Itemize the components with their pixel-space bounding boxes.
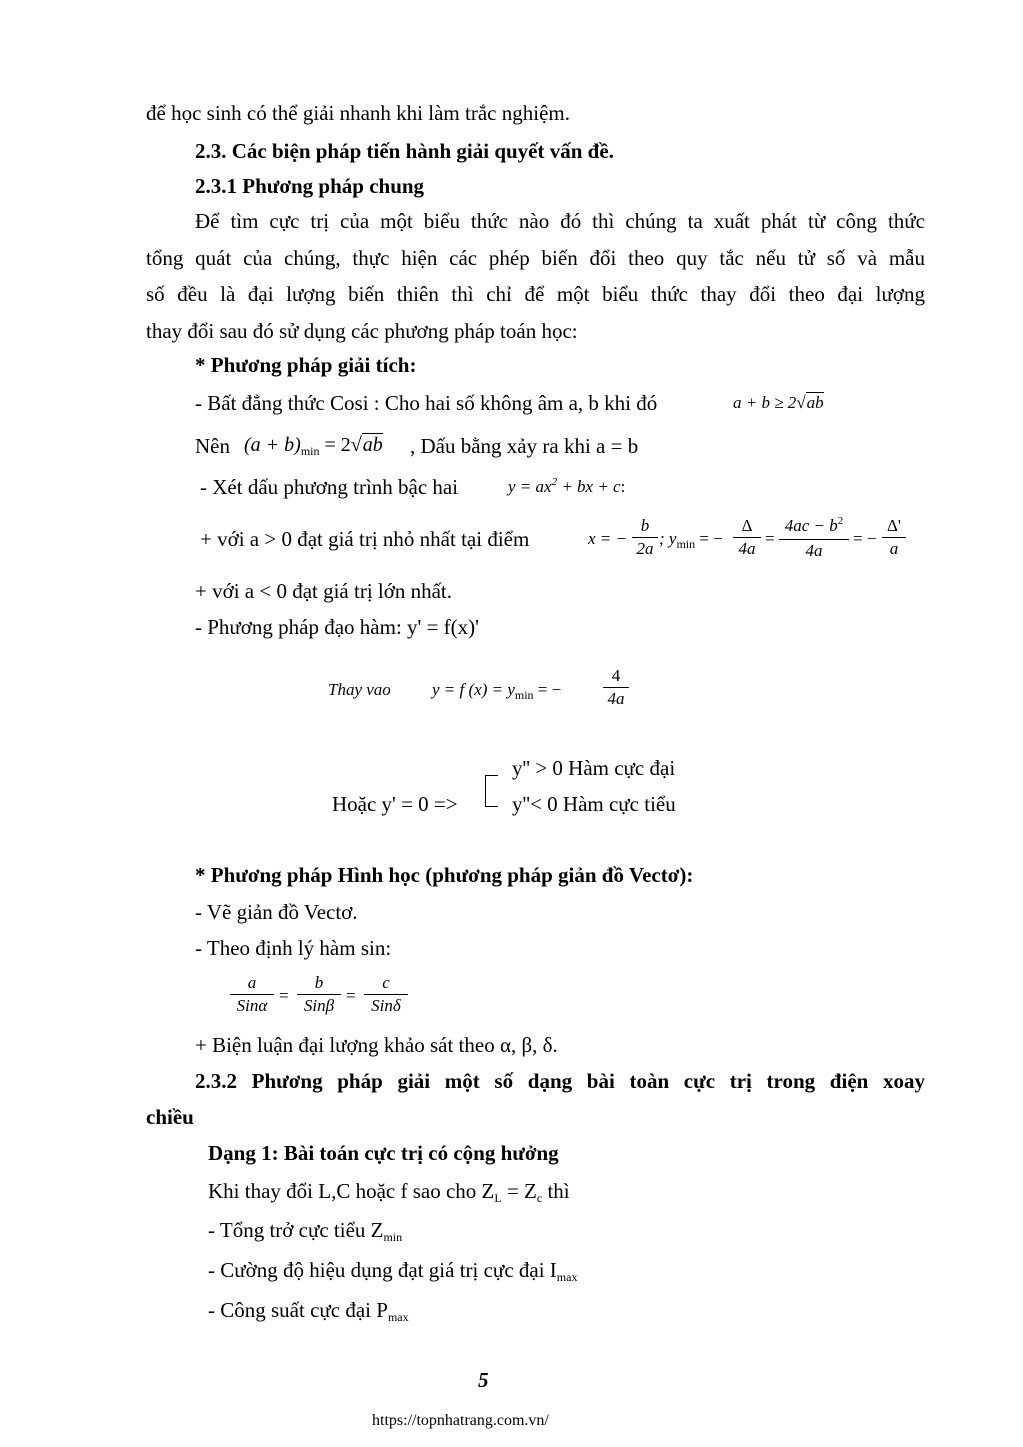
text-line: + với a > 0 đạt giá trị nhỏ nhất tại điểm: [200, 527, 530, 551]
text-line: + Biện luận đại lượng khảo sát theo α, β, δ.: [195, 1033, 558, 1057]
case-bracket: [485, 775, 498, 807]
text-line: - Bất đẳng thức Cosi : Cho hai số không âm a, b khi đó: [195, 391, 658, 415]
fraction-b-2a: b 2a: [632, 515, 658, 560]
footer-url[interactable]: https://topnhatrang.com.vn/: [372, 1412, 549, 1429]
fraction-b-sin: b Sinβ: [297, 972, 341, 1017]
heading-2-3-2: 2.3.2 Phương pháp giải một số dạng bài toàn cực trị trong điện xoay: [195, 1069, 925, 1093]
formula-quadratic: $y = ax^2$ + bx + c:: [508, 476, 626, 496]
paragraph-line: tổng quát của chúng, thực hiện các phép biến đổi theo quy tắc nếu tử số và mẫu: [146, 245, 925, 270]
text-line: - Công suất cực đại Pmax: [208, 1298, 409, 1324]
formula-ymin: ; $y_{min}$ = −: [659, 529, 723, 551]
text-line: - Vẽ giản đồ Vectơ.: [195, 900, 358, 924]
heading-2-3-1: 2.3.1 Phương pháp chung: [195, 174, 425, 198]
heading-2-3-2-cont: chiều: [146, 1105, 194, 1129]
formula-eq-minus: = −: [853, 529, 877, 548]
text-line: - Tổng trở cực tiểu Zmin: [208, 1218, 403, 1244]
fraction-4ac-b2: $4ac - b^2$ 4a: [779, 515, 849, 562]
fraction-a-sin: a Sinα: [230, 972, 274, 1017]
text-line: Nên: [195, 434, 230, 458]
fraction-deltap-a: Δ' a: [882, 515, 906, 560]
paragraph: [146, 203, 925, 349]
text-line: để học sinh có thể giải nhanh khi làm trắc nghiệm.: [146, 101, 570, 125]
fraction-4-4a: 4 4a: [603, 665, 629, 710]
formula-x-eq: x = −: [588, 529, 627, 548]
paragraph-line: thay đổi sau đó sử dụng các phương pháp toán học:: [146, 318, 578, 343]
heading-dang-1: Dạng 1: Bài toán cực trị có cộng hưởng: [208, 1141, 559, 1165]
paragraph-line: Để tìm cực trị của một biểu thức nào đó thì chúng ta xuất phát từ công thức: [195, 209, 925, 233]
heading-giai-tich: * Phương pháp giải tích:: [195, 353, 417, 377]
equals-sign: =: [279, 986, 289, 1005]
fraction-delta-4a: Δ 4a: [733, 515, 761, 560]
text-line: - Xét dấu phương trình bậc hai: [200, 475, 459, 499]
text-line: + với a < 0 đạt giá trị lớn nhất.: [195, 579, 453, 603]
text-line: Hoặc y' = 0 =>: [332, 792, 458, 816]
text-line: - Theo định lý hàm sin:: [195, 936, 392, 960]
formula-cosi: a + b ≥ 2√ab: [733, 393, 824, 412]
fraction-c-sin: c Sinδ: [364, 972, 408, 1017]
equals-sign: =: [765, 529, 775, 548]
page-number: 5: [478, 1368, 489, 1392]
text-thay-vao: Thay vao: [328, 680, 391, 699]
formula-nen: $(a + b)_{min} = 2√ab$: [244, 434, 383, 458]
text-line: - Cường độ hiệu dụng đạt giá trị cực đại Imax: [208, 1258, 578, 1284]
text-line: - Phương pháp đạo hàm: y' = f(x)': [195, 615, 479, 639]
text-line: , Dấu bằng xảy ra khi a = b: [410, 434, 639, 458]
case-line: y''< 0 Hàm cực tiểu: [512, 792, 676, 816]
formula-thay-vao: y = f $(x) = y_{min}$ = −: [432, 680, 562, 702]
equals-sign: =: [346, 986, 356, 1005]
heading-hinh-hoc: * Phương pháp Hình học (phương pháp giản đồ Vectơ):: [195, 863, 694, 887]
text-line: Khi thay đổi L,C hoặc f sao cho ZL = Zc thì: [208, 1179, 570, 1205]
heading-2-3: 2.3. Các biện pháp tiến hành giải quyết vấn đề.: [195, 139, 614, 163]
case-line: y'' > 0 Hàm cực đại: [512, 756, 676, 780]
paragraph-line: số đều là đại lượng biến thiên thì chỉ để một biểu thức thay đổi theo đại lượng: [146, 282, 925, 306]
